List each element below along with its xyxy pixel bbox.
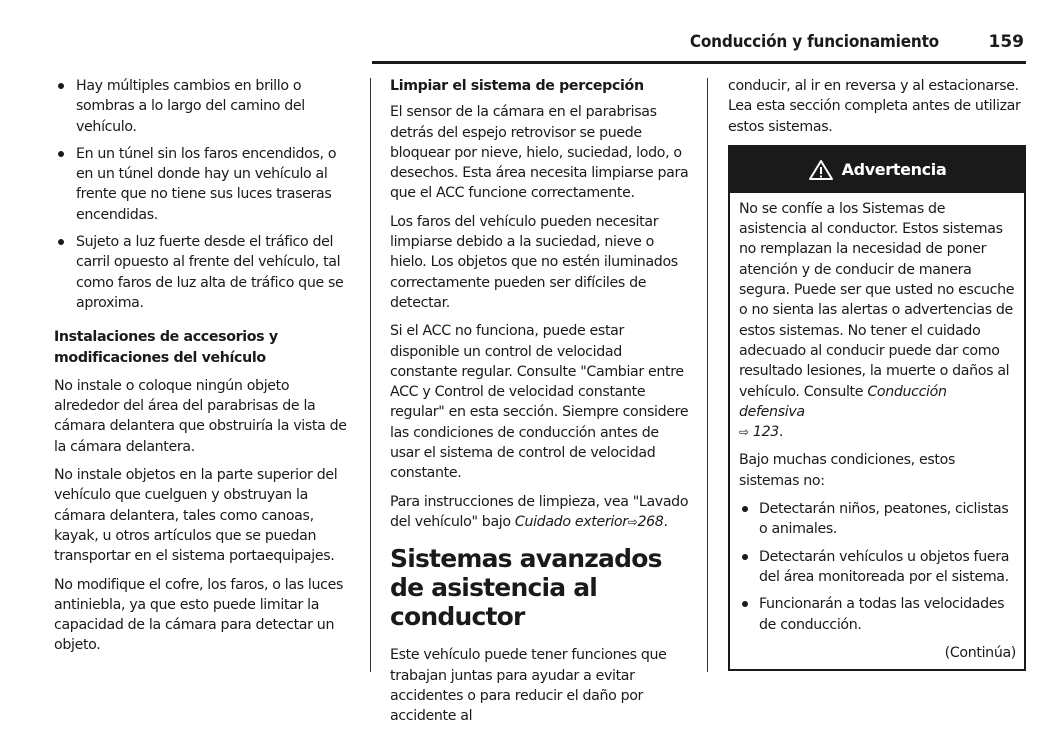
paragraph: Los faros del vehículo pueden necesitar limpiarse debido a la suciedad, nieve o hielo. Los objetos que no estén iluminados correctamente pueden ser difíciles de detectar. <box>390 213 678 311</box>
warning-triangle-icon <box>808 159 834 181</box>
warning-body <box>730 193 1024 669</box>
column-divider <box>370 78 371 672</box>
page-reference[interactable]: 268 <box>637 513 664 530</box>
paragraph: El sensor de la cámara en el parabrisas detrás del espejo retrovisor se puede bloquear por nieve, hielo, suciedad, lodo, o desechos. Esta área necesita limpiarse para que el ACC funcione correctamente. <box>390 104 689 202</box>
warning-box <box>728 145 1026 671</box>
paragraph: No instale o coloque ningún objeto alrededor del área del parabrisas de la cámara delantera que obstruiría la vista de la cámara delantera. <box>54 377 347 455</box>
bullet-icon <box>58 239 64 245</box>
section-heading: Sistemas avanzados de asistencia al conductor <box>390 544 662 632</box>
section-title: Conducción y funcionamiento <box>689 32 939 52</box>
paragraph: Este vehículo puede tener funciones que trabajan juntas para ayudar a evitar accidentes o para reducir el daño por accidente al <box>390 647 667 725</box>
bullet-list <box>739 499 1016 635</box>
bullet-icon <box>742 601 748 607</box>
column-3 <box>728 76 1026 671</box>
bullet-icon <box>742 506 748 512</box>
list-item: Hay múltiples cambios en brillo o sombras a lo largo del camino del vehículo. <box>54 76 354 137</box>
list-item: Detectarán vehículos u objetos fuera del área monitoreada por el sistema. <box>739 547 1016 588</box>
list-item: Detectarán niños, peatones, ciclistas o animales. <box>739 499 1016 540</box>
bullet-icon <box>742 554 748 560</box>
bullet-list <box>54 76 354 313</box>
column-1 <box>54 76 354 664</box>
list-item: Funcionarán a todas las velocidades de conducción. <box>739 594 1016 635</box>
warning-text: No se confíe a los Sistemas de asistencia al conductor. Estos sistemas no remplazan la necesidad de poner atención y de conducir de manera segura. Puede ser que usted no escuche o no sienta las alertas o advertencias de estos sistemas. No tener el cuidado adecuado al conducir puede dar como resultado lesiones, la muerte o daños al vehículo. Consulte Conducción defensiva ⇨ 123. <box>739 200 1015 441</box>
paragraph: No modifique el cofre, los faros, o las luces antiniebla, ya que esto puede limitar la capacidad de la cámara para detectar un objeto. <box>54 576 344 654</box>
continued-label: (Continúa) <box>944 644 1016 661</box>
column-divider <box>707 78 708 672</box>
list-item: Sujeto a luz fuerte desde el tráfico del carril opuesto al frente del vehículo, tal como faros de luz alta de tráfico que se aproxima. <box>54 232 354 313</box>
subheading: Limpiar el sistema de percepción <box>390 78 644 94</box>
header-rule <box>372 61 1026 64</box>
cross-reference[interactable]: Cuidado exterior <box>514 513 628 530</box>
cross-reference[interactable]: Conducción defensiva <box>739 383 947 420</box>
warning-header <box>730 147 1024 193</box>
page-number: 159 <box>988 32 1024 52</box>
page-header <box>0 28 1026 60</box>
paragraph: Bajo muchas condiciones, estos sistemas no: <box>739 452 955 489</box>
subheading: Instalaciones de accesorios y modificaciones del vehículo <box>54 329 278 366</box>
page-reference[interactable]: 123 <box>752 424 779 441</box>
warning-title: Advertencia <box>841 159 947 179</box>
arrow-icon: ⇨ <box>739 425 749 440</box>
bullet-icon <box>58 83 64 89</box>
bullet-icon <box>58 151 64 157</box>
paragraph: Para instrucciones de limpieza, vea "Lavado del vehículo" bajo Cuidado exterior⇨268. <box>390 493 689 530</box>
column-2 <box>390 76 690 734</box>
paragraph: conducir, al ir en reversa y al estacionarse. Lea esta sección completa antes de utilizar estos sistemas. <box>728 78 1021 135</box>
paragraph: Si el ACC no funciona, puede estar disponible un control de velocidad constante regular. Consulte "Cambiar entre ACC y Control de velocidad constante regular" en esta sección. Siempre considere las condiciones de conducción antes de usar el sistema de control de velocidad constante. <box>390 323 689 482</box>
list-item: En un túnel sin los faros encendidos, o en un túnel donde hay un vehículo al frente que no tiene sus luces traseras encendidas. <box>54 144 354 225</box>
paragraph: No instale objetos en la parte superior del vehículo que cuelguen y obstruyan la cámara delantera, tales como canoas, kayak, u otros artículos que se puedan transportar en el sistema portaequipajes. <box>54 467 338 565</box>
arrow-icon: ⇨ <box>627 514 638 529</box>
